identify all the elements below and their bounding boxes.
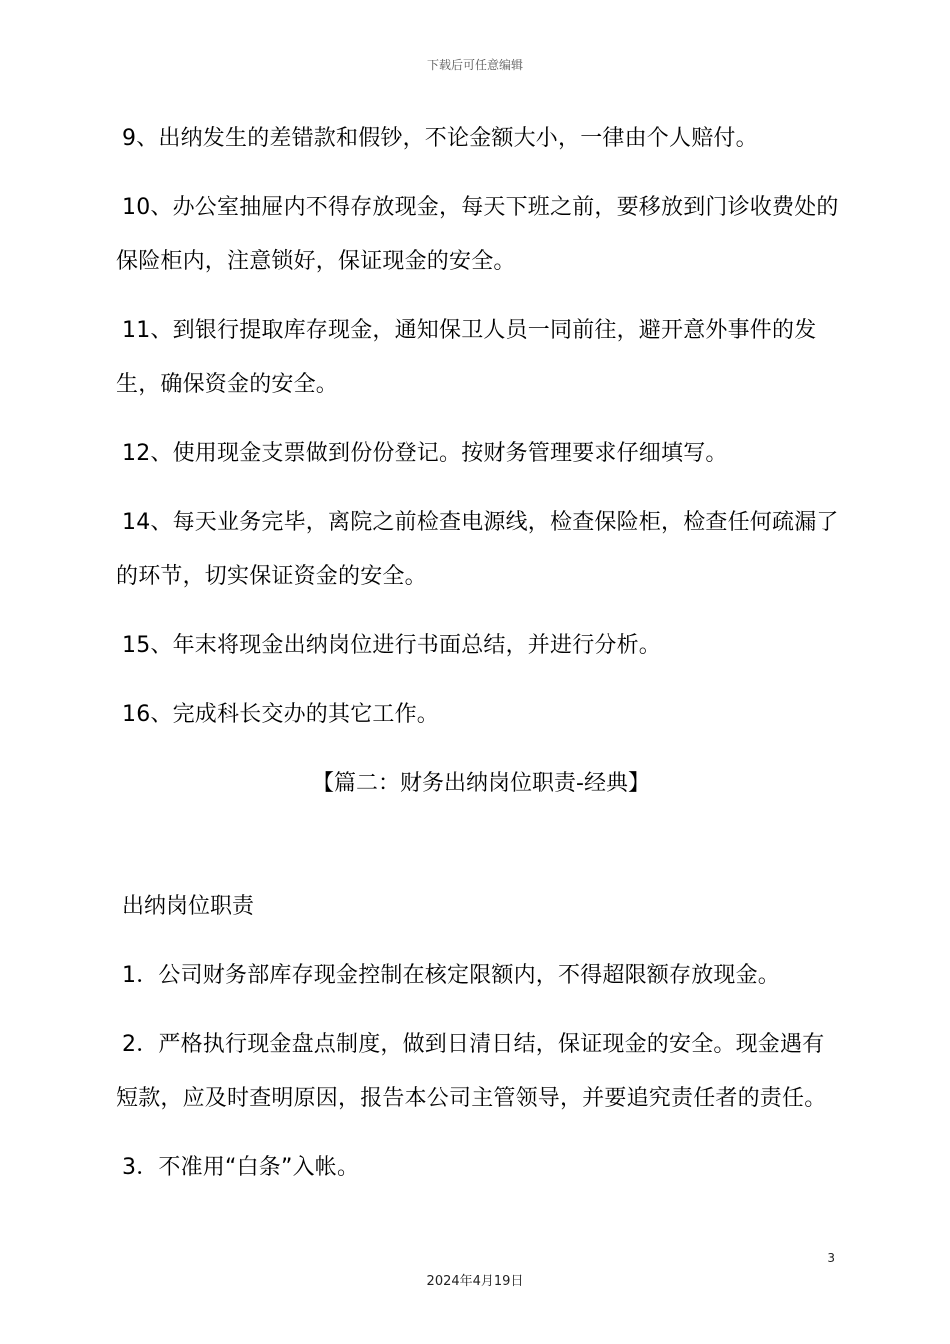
paragraph-item-9: 9、出纳发生的差错款和假钞，不论金额大小，一律由个人赔付。 xyxy=(122,126,758,151)
paragraph-item-15: 15、年末将现金出纳岗位进行书面总结，并进行分析。 xyxy=(122,633,661,658)
section-subtitle: 出纳岗位职责 xyxy=(122,894,255,919)
duty-item-1: 1．公司财务部库存现金控制在核定限额内，不得超限额存放现金。 xyxy=(122,963,780,988)
paragraph-item-11: 11、到银行提取库存现金，通知保卫人员一同前往，避开意外事件的发生，确保资金的安全。 xyxy=(116,318,817,397)
document-body xyxy=(116,112,846,1210)
paragraph-item-16: 16、完成科长交办的其它工作。 xyxy=(122,702,439,727)
paragraph-item-14: 14、每天业务完毕，离院之前检查电源线，检查保险柜，检查任何疏漏了的环节，切实保证资金的安全。 xyxy=(116,510,839,589)
page-number: 3 xyxy=(827,1251,835,1265)
paragraph-item-12: 12、使用现金支票做到份份登记。按财务管理要求仔细填写。 xyxy=(122,441,728,466)
section-heading: 【篇二：财务出纳岗位职责-经典】 xyxy=(312,771,650,796)
duty-item-2: 2．严格执行现金盘点制度，做到日清日结，保证现金的安全。现金遇有短款，应及时查明原因，报告本公司主管领导，并要追究责任者的责任。 xyxy=(116,1032,827,1111)
duty-item-3: 3．不准用“白条”入帐。 xyxy=(122,1155,360,1180)
paragraph-item-10: 10、办公室抽屉内不得存放现金，每天下班之前，要移放到门诊收费处的保险柜内，注意锁好，保证现金的安全。 xyxy=(116,195,839,274)
page-header: 下载后可任意编辑 xyxy=(426,58,523,72)
footer-date: 2024年4月19日 xyxy=(426,1274,524,1289)
